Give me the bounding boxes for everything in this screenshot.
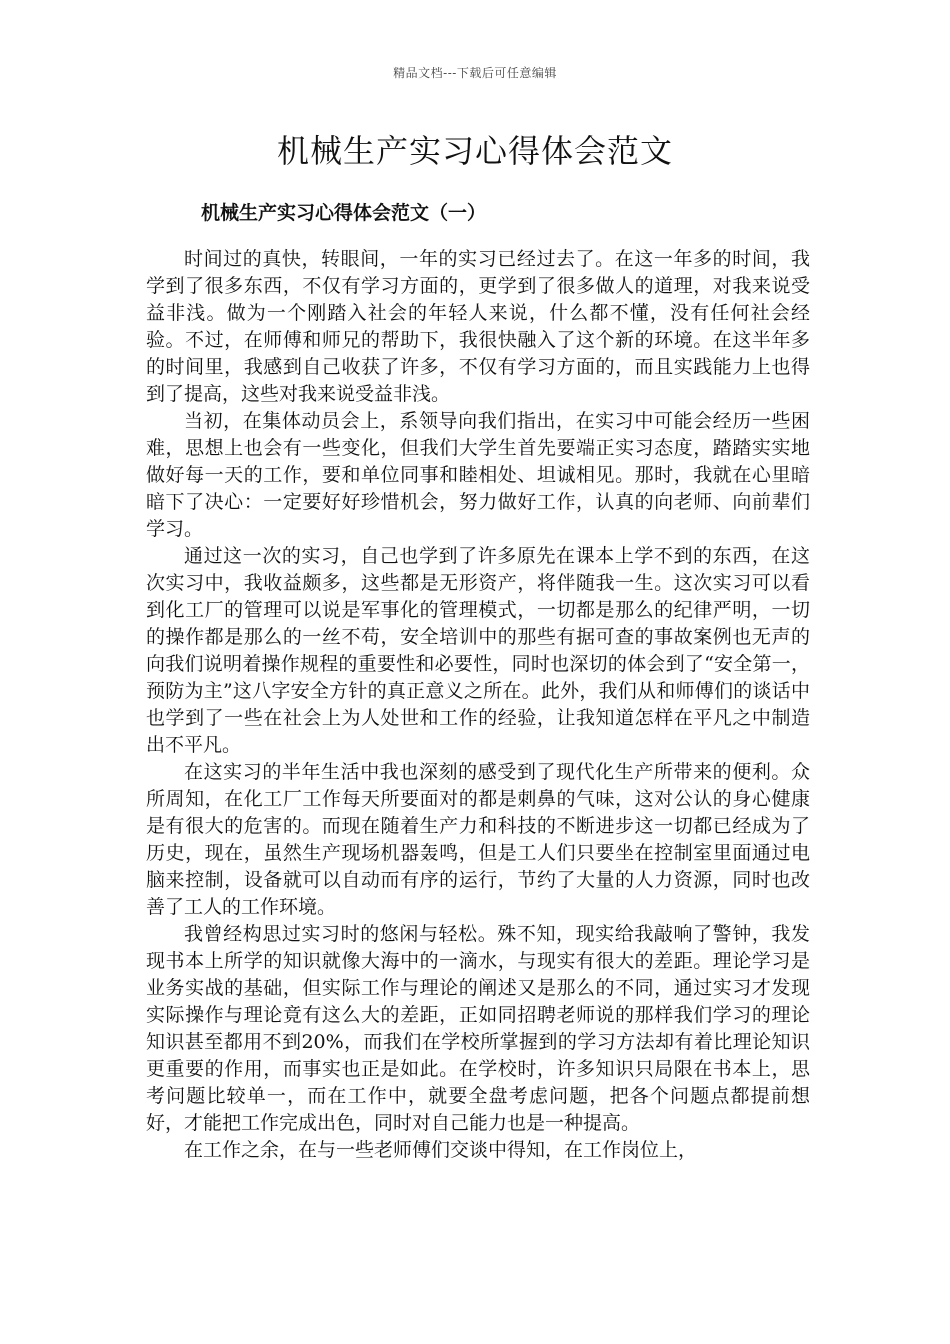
paragraph-2: 当初，在集体动员会上，系领导向我们指出，在实习中可能会经历一些困难，思想上也会有一些变化，但我们大学生首先要端正实习态度，踏踏实实地做好每一天的工作，要和单位同事和睦相处、坦诚相见。那时，我就在心里暗暗下了决心：一定要好好珍惜机会，努力做好工作，认真的向老师、向前辈们学习。 [146,410,810,540]
document-body [146,246,810,1164]
paragraph-3: 通过这一次的实习，自己也学到了许多原先在课本上学不到的东西，在这次实习中，我收益颇多，这些都是无形资产，将伴随我一生。这次实习可以看到化工厂的管理可以说是军事化的管理模式，一切都是那么的纪律严明，一切的操作都是那么的一丝不苟，安全培训中的那些有据可查的事故案例也无声的向我们说明着操作规程的重要性和必要性，同时也深切的体会到了“安全第一，预防为主”这八字安全方针的真正意义之所在。此外，我们从和师傅们的谈话中也学到了一些在社会上为人处世和工作的经验，让我知道怎样在平凡之中制造出不平凡。 [146,545,810,756]
paragraph-5: 我曾经构思过实习时的悠闲与轻松。殊不知，现实给我敲响了警钟，我发现书本上所学的知识就像大海中的一滴水，与现实有很大的差距。理论学习是业务实战的基础，但实际工作与理论的阐述又是那么的不同，通过实习才发现实际操作与理论竟有这么大的差距，正如同招聘老师说的那样我们学习的理论知识甚至都用不到20%，而我们在学校所掌握到的学习方法却有着比理论知识更重要的作用，而事实也正是如此。在学校时，许多知识只局限在书本上，思考问题比较单一，而在工作中，就要全盘考虑问题，把各个问题点都提前想好，才能把工作完成出色，同时对自己能力也是一种提高。 [146,923,810,1134]
document-subtitle: 机械生产实习心得体会范文（一） [201,202,487,224]
paragraph-6: 在工作之余，在与一些老师傅们交谈中得知，在工作岗位上， [184,1139,698,1161]
header-note: 精品文档---下载后可任意编辑 [393,66,557,80]
paragraph-4: 在这实习的半年生活中我也深刻的感受到了现代化生产所带来的便利。众所周知，在化工厂工作每天所要面对的都是刺鼻的气味，这对公认的身心健康是有很大的危害的。而现在随着生产力和科技的不断进步这一切都已经成为了历史，现在，虽然生产现场机器轰鸣，但是工人们只要坐在控制室里面通过电脑来控制，设备就可以自动而有序的运行，节约了大量的人力资源，同时也改善了工人的工作环境。 [146,761,810,918]
document-title: 机械生产实习心得体会范文 [276,132,673,170]
paragraph-1: 时间过的真快，转眼间，一年的实习已经过去了。在这一年多的时间，我学到了很多东西，不仅有学习方面的，更学到了很多做人的道理，对我来说受益非浅。做为一个刚踏入社会的年轻人来说，什么都不懂，没有任何社会经验。不过，在师傅和师兄的帮助下，我很快融入了这个新的环境。在这半年多的时间里，我感到自己收获了许多，不仅有学习方面的，而且实践能力上也得到了提高，这些对我来说受益非浅。 [146,248,810,405]
